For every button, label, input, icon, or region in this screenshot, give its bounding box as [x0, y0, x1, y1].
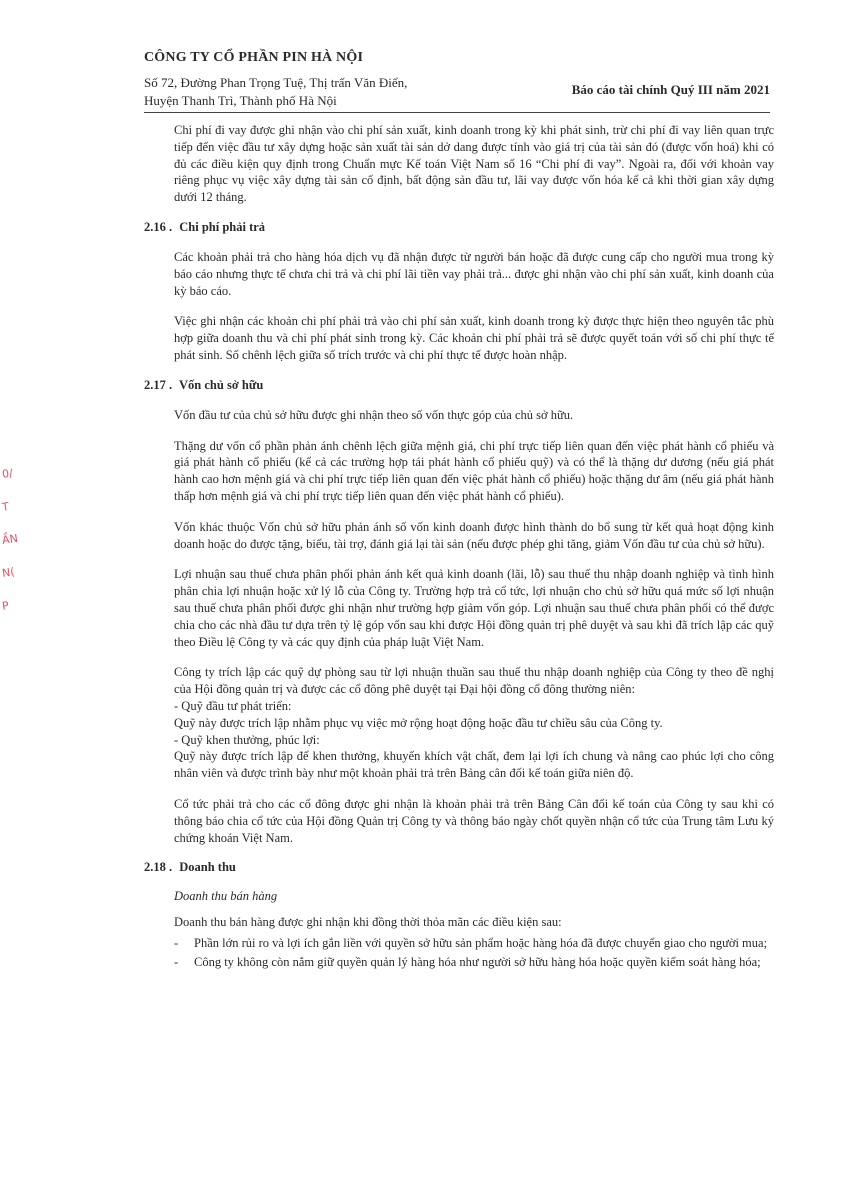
- dash-bullet: -: [174, 954, 179, 969]
- section-title: Doanh thu: [179, 860, 236, 875]
- margin-stamp: [2, 466, 30, 631]
- section-2-17-paragraph-3: Vốn khác thuộc Vốn chủ sở hữu phản ánh số vốn kinh doanh được hình thành do bổ sung từ kết quả hoạt động kinh doanh hoặc do được tặng, biếu, tài trợ, đánh giá lại tài sản (nếu được phép ghi tăng, giảm Vốn đầu tư của chủ sở hữu).: [174, 519, 774, 551]
- header-divider: [144, 112, 770, 113]
- document-body: [144, 122, 774, 973]
- stamp-fragment: T: [1, 500, 10, 514]
- address-line-1: Số 72, Đường Phan Trọng Tuệ, Thị trấn Văn Điển,: [144, 75, 408, 90]
- fund-bonus-desc: Quỹ này được trích lập để khen thưởng, khuyến khích vật chất, đem lại lợi ích chung và nâng cao phúc lợi cho công nhân viên và được trình bày như một khoản phải trả trên Bảng cân đối kế toán giữa niên độ.: [174, 749, 774, 781]
- section-2-17-paragraph-1: Vốn đầu tư của chủ sở hữu được ghi nhận theo số vốn thực góp của chủ sở hữu.: [174, 407, 574, 422]
- section-number: 2.16 .: [144, 219, 173, 234]
- section-2-17-funds-block: [144, 664, 774, 782]
- revenue-condition-text: Công ty không còn nắm giữ quyền quản lý hàng hóa như người sở hữu hàng hóa hoặc quyền kiểm soát hàng hóa;: [194, 954, 761, 969]
- report-title: Báo cáo tài chính Quý III năm 2021: [571, 82, 770, 97]
- revenue-condition-item: [174, 935, 774, 952]
- dash-bullet: -: [174, 936, 179, 951]
- revenue-subtitle: Doanh thu bán hàng: [174, 889, 278, 904]
- revenue-condition-item: [174, 954, 774, 971]
- revenue-condition-text: Phần lớn rủi ro và lợi ích gắn liền với quyền sở hữu sản phẩm hoặc hàng hóa đã được chuyển giao cho người mua;: [194, 936, 768, 951]
- stamp-fragment: ẦN: [1, 531, 19, 547]
- stamp-fragment: P: [1, 599, 10, 613]
- revenue-intro: Doanh thu bán hàng được ghi nhận khi đồng thời thỏa mãn các điều kiện sau:: [174, 915, 562, 930]
- company-address: [144, 74, 407, 110]
- intro-paragraph: Chi phí đi vay được ghi nhận vào chi phí sản xuất, kinh doanh trong kỳ khi phát sinh, trừ chi phí đi vay liên quan trực tiếp đến việc đầu tư xây dựng hoặc sản xuất tài sản dở dang được tính vào giá trị của tài sản đó (được vốn hoá) khi có đủ các điều kiện quy định trong Chuẩn mực Kế toán Việt Nam số 16 “Chi phí đi vay”. Ngoài ra, đối với khoản vay riêng phục vụ việc xây dựng tài sản cố định, bất động sản đầu tư, lãi vay được vốn hóa kể cả khi thời gian xây dựng dưới 12 tháng.: [174, 123, 774, 205]
- section-2-16-paragraph-2: Việc ghi nhận các khoản chi phí phải trả vào chi phí sản xuất, kinh doanh trong kỳ được thực hiện theo nguyên tắc phù hợp giữa doanh thu và chi phí phát sinh trong kỳ. Các khoản chi phí phải trả sẽ được quyết toán với số chi phí thực tế phát sinh. Số chênh lệch giữa số trích trước và chi phí thực tế được hoàn nhập.: [174, 314, 774, 362]
- funds-intro: Công ty trích lập các quỹ dự phòng sau từ lợi nhuận thuần sau thuế thu nhập doanh nghiệp của Công ty theo đề nghị của Hội đồng quản trị và được các cổ đông phê duyệt tại Đại hội đồng cổ đông thường niên:: [174, 665, 774, 697]
- section-title: Chi phí phải trả: [179, 219, 266, 234]
- section-2-17-paragraph-2: Thặng dư vốn cổ phần phản ánh chênh lệch giữa mệnh giá, chi phí trực tiếp liên quan đến việc phát hành cổ phiếu và giá phát hành cổ phiếu (kể cả các trường hợp tái phát hành cổ phiếu quỹ) và có thể là thặng dư dương (nếu giá phát hành cao hơn mệnh giá và chi phí trực tiếp liên quan đến việc phát hành cổ phiếu) hoặc thặng dư âm (nếu giá phát hành thấp hơn mệnh giá và chi phí trực tiếp liên quan đến việc phát hành cổ phiếu).: [174, 438, 774, 503]
- section-2-16-heading: [144, 220, 774, 235]
- section-number: 2.18 .: [144, 860, 173, 875]
- section-title: Vốn chủ sở hữu: [179, 377, 264, 392]
- stamp-fragment: N(: [1, 565, 16, 580]
- section-2-17-heading: [144, 378, 774, 393]
- section-2-17-paragraph-4: Lợi nhuận sau thuế chưa phân phối phản ánh kết quả kinh doanh (lãi, lỗ) sau thuế thu nhập doanh nghiệp và tình hình phân chia lợi nhuận hoặc xử lý lỗ của Công ty. Trường hợp trả cổ tức, lợi nhuận cho chủ sở hữu quá mức số lợi nhuận sau thuế chưa phân phối được ghi nhận như trường hợp giảm vốn góp. Lợi nhuận sau thuế chưa phân phối có thể được chia cho các nhà đầu tư dựa trên tỷ lệ góp vốn sau khi được Hội đồng quản trị phê duyệt và sau khi đã trích lập các quỹ theo Điều lệ Công ty và các quy định của pháp luật Việt Nam.: [174, 567, 774, 649]
- section-2-16-paragraph-1: Các khoản phải trả cho hàng hóa dịch vụ đã nhận được từ người bán hoặc đã được cung cấp cho người mua trong kỳ báo cáo nhưng thực tế chưa chi trả và chi phí lãi tiền vay phải trả... được ghi nhận vào chi phí sản xuất, kinh doanh của kỳ báo cáo.: [174, 249, 774, 298]
- company-name: CÔNG TY CỔ PHẦN PIN HÀ NỘI: [144, 50, 364, 65]
- stamp-fragment: 0/: [1, 466, 14, 481]
- section-2-18-heading: [144, 860, 774, 875]
- section-2-17-paragraph-6: Cổ tức phải trả cho các cổ đông được ghi nhận là khoản phải trả trên Bảng Cân đối kế toán của Công ty sau khi có thông báo chia cổ tức của Hội đồng Quản trị Công ty và thông báo ngày chốt quyền nhận cổ tức của Trung tâm Lưu ký chứng khoán Việt Nam.: [174, 796, 774, 845]
- fund-development-desc: Quỹ này được trích lập nhằm phục vụ việc mở rộng hoạt động hoặc đầu tư chiều sâu của Công ty.: [174, 715, 663, 730]
- address-line-2: Huyện Thanh Trì, Thành phố Hà Nội: [144, 93, 337, 108]
- section-number: 2.17 .: [144, 377, 173, 392]
- fund-development-label: - Quỹ đầu tư phát triển:: [174, 698, 292, 713]
- fund-bonus-label: - Quỹ khen thưởng, phúc lợi:: [174, 732, 320, 747]
